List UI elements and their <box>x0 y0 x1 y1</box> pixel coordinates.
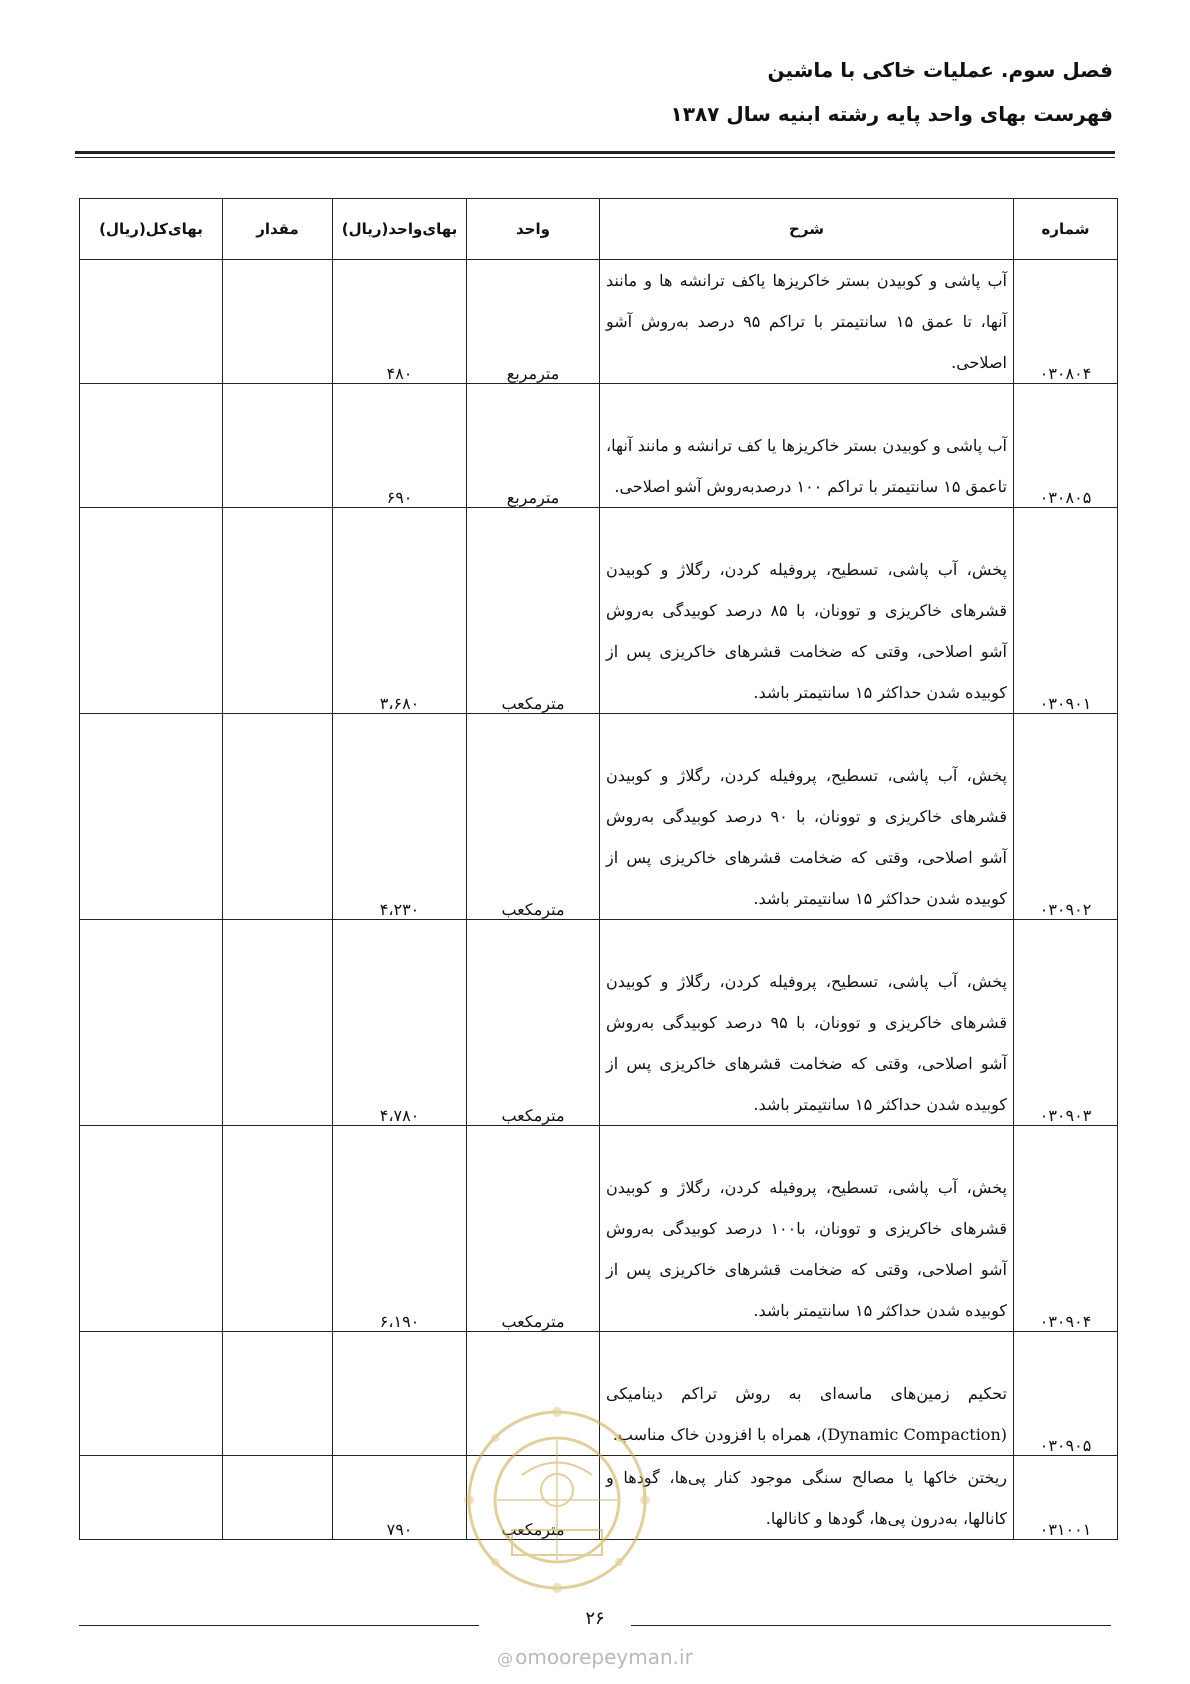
row-description: پخش، آب پاشی، تسطیح، پروفیله کردن، رگلاژ و کوبیدن قشرهای خاکریزی و توونان، با ۹۵ درصد کوبیدگی به‌روش آشو اصلاحی، وقتی که ضخامت قشرهای خاکریزی پس از کوبیده شدن حداکثر ۱۵ سانتیمتر باشد. <box>600 920 1014 1126</box>
row-total-price <box>80 1126 223 1332</box>
page-number: ۲۶ <box>585 1608 605 1629</box>
row-unit: مترمربع <box>467 260 600 384</box>
column-header-quantity: مقدار <box>223 199 333 260</box>
row-unit: مترمکعب <box>467 1456 600 1540</box>
table-header-row <box>80 199 1118 260</box>
row-quantity <box>223 260 333 384</box>
row-code: ۰۳۰۹۰۴ <box>1014 1126 1118 1332</box>
row-description: آب پاشی و کوبیدن بستر خاکریزها یا کف ترانشه و مانند آنها، تاعمق ۱۵ سانتیمتر با تراکم ۱۰۰ درصدبه‌روش آشو اصلاحی. <box>600 384 1014 508</box>
row-unit-price: ۴،۷۸۰ <box>333 920 467 1126</box>
row-description: پخش، آب پاشی، تسطیح، پروفیله کردن، رگلاژ و کوبیدن قشرهای خاکریزی و توونان، با ۹۰ درصد کوبیدگی به‌روش آشو اصلاحی، وقتی که ضخامت قشرهای خاکریزی پس از کوبیده شدن حداکثر ۱۵ سانتیمتر باشد. <box>600 714 1014 920</box>
table-row <box>80 714 1118 920</box>
row-description: تحکیم زمین‌های ماسه‌ای به روش تراکم دینامیکی (Dynamic Compaction)، همراه با افزودن خاک مناسب. <box>600 1332 1014 1456</box>
row-unit-price <box>333 1332 467 1456</box>
row-quantity <box>223 920 333 1126</box>
table-row <box>80 508 1118 714</box>
at-sign-icon: @ <box>497 1649 514 1668</box>
row-quantity <box>223 508 333 714</box>
row-description: آب پاشی و کوبیدن بستر خاکریزها یاکف ترانشه ها و مانند آنها، تا عمق ۱۵ سانتیمتر با تراکم ۹۵ درصد به‌روش آشو اصلاحی. <box>600 260 1014 384</box>
row-description: پخش، آب پاشی، تسطیح، پروفیله کردن، رگلاژ و کوبیدن قشرهای خاکریزی و توونان، با ۸۵ درصد کوبیدگی به‌روش آشو اصلاحی، وقتی که ضخامت قشرهای خاکریزی پس از کوبیده شدن حداکثر ۱۵ سانتیمتر باشد. <box>600 508 1014 714</box>
row-total-price <box>80 714 223 920</box>
row-quantity <box>223 1456 333 1540</box>
row-total-price <box>80 260 223 384</box>
column-header-description: شرح <box>600 199 1014 260</box>
row-unit-price: ۴،۲۳۰ <box>333 714 467 920</box>
row-code: ۰۳۰۹۰۵ <box>1014 1332 1118 1456</box>
website-watermark <box>0 1645 1190 1669</box>
row-unit-price: ۷۹۰ <box>333 1456 467 1540</box>
chapter-title: فصل سوم. عملیات خاکی با ماشین <box>767 58 1113 82</box>
row-total-price <box>80 1456 223 1540</box>
row-unit: مترمکعب <box>467 714 600 920</box>
row-code: ۰۳۱۰۰۱ <box>1014 1456 1118 1540</box>
row-quantity <box>223 714 333 920</box>
table-row <box>80 260 1118 384</box>
row-code: ۰۳۰۸۰۴ <box>1014 260 1118 384</box>
row-unit-price: ۶۹۰ <box>333 384 467 508</box>
row-unit: مترمکعب <box>467 508 600 714</box>
document-subtitle: فهرست بهای واحد پایه رشته ابنیه سال ۱۳۸۷ <box>670 102 1113 126</box>
column-header-unit: واحد <box>467 199 600 260</box>
row-unit: مترمکعب <box>467 1126 600 1332</box>
row-quantity <box>223 384 333 508</box>
header-divider <box>75 151 1115 154</box>
row-code: ۰۳۰۹۰۳ <box>1014 920 1118 1126</box>
table-row <box>80 1126 1118 1332</box>
table-row <box>80 1456 1118 1540</box>
row-quantity <box>223 1126 333 1332</box>
row-code: ۰۳۰۹۰۲ <box>1014 714 1118 920</box>
row-code: ۰۳۰۸۰۵ <box>1014 384 1118 508</box>
row-unit: مترمکعب <box>467 920 600 1126</box>
column-header-unit-price: بهای‌واحد(ریال) <box>333 199 467 260</box>
row-unit: مترمربع <box>467 384 600 508</box>
price-list-table <box>79 198 1118 1540</box>
row-code: ۰۳۰۹۰۱ <box>1014 508 1118 714</box>
column-header-code: شماره <box>1014 199 1118 260</box>
row-total-price <box>80 384 223 508</box>
table-row <box>80 384 1118 508</box>
row-quantity <box>223 1332 333 1456</box>
row-unit-price: ۴۸۰ <box>333 260 467 384</box>
header-divider-thin <box>75 157 1115 158</box>
website-watermark-text: omoorepeyman.ir <box>515 1645 693 1669</box>
page-header <box>77 52 1113 132</box>
table-row <box>80 1332 1118 1456</box>
row-unit-price: ۶،۱۹۰ <box>333 1126 467 1332</box>
row-description: پخش، آب پاشی، تسطیح، پروفیله کردن، رگلاژ و کوبیدن قشرهای خاکریزی و توونان، با۱۰۰ درصد کوبیدگی به‌روش آشو اصلاحی، وقتی که ضخامت قشرهای خاکریزی پس از کوبیده شدن حداکثر ۱۵ سانتیمتر باشد. <box>600 1126 1014 1332</box>
row-unit <box>467 1332 600 1456</box>
row-total-price <box>80 1332 223 1456</box>
table-row <box>80 920 1118 1126</box>
column-header-total-price: بهای‌کل(ریال) <box>80 199 223 260</box>
row-unit-price: ۳،۶۸۰ <box>333 508 467 714</box>
row-total-price <box>80 920 223 1126</box>
row-total-price <box>80 508 223 714</box>
row-description: ریختن خاکها یا مصالح سنگی موجود کنار پی‌ها، گودها و کانالها، به‌درون پی‌ها، گودها و کانالها. <box>600 1456 1014 1540</box>
